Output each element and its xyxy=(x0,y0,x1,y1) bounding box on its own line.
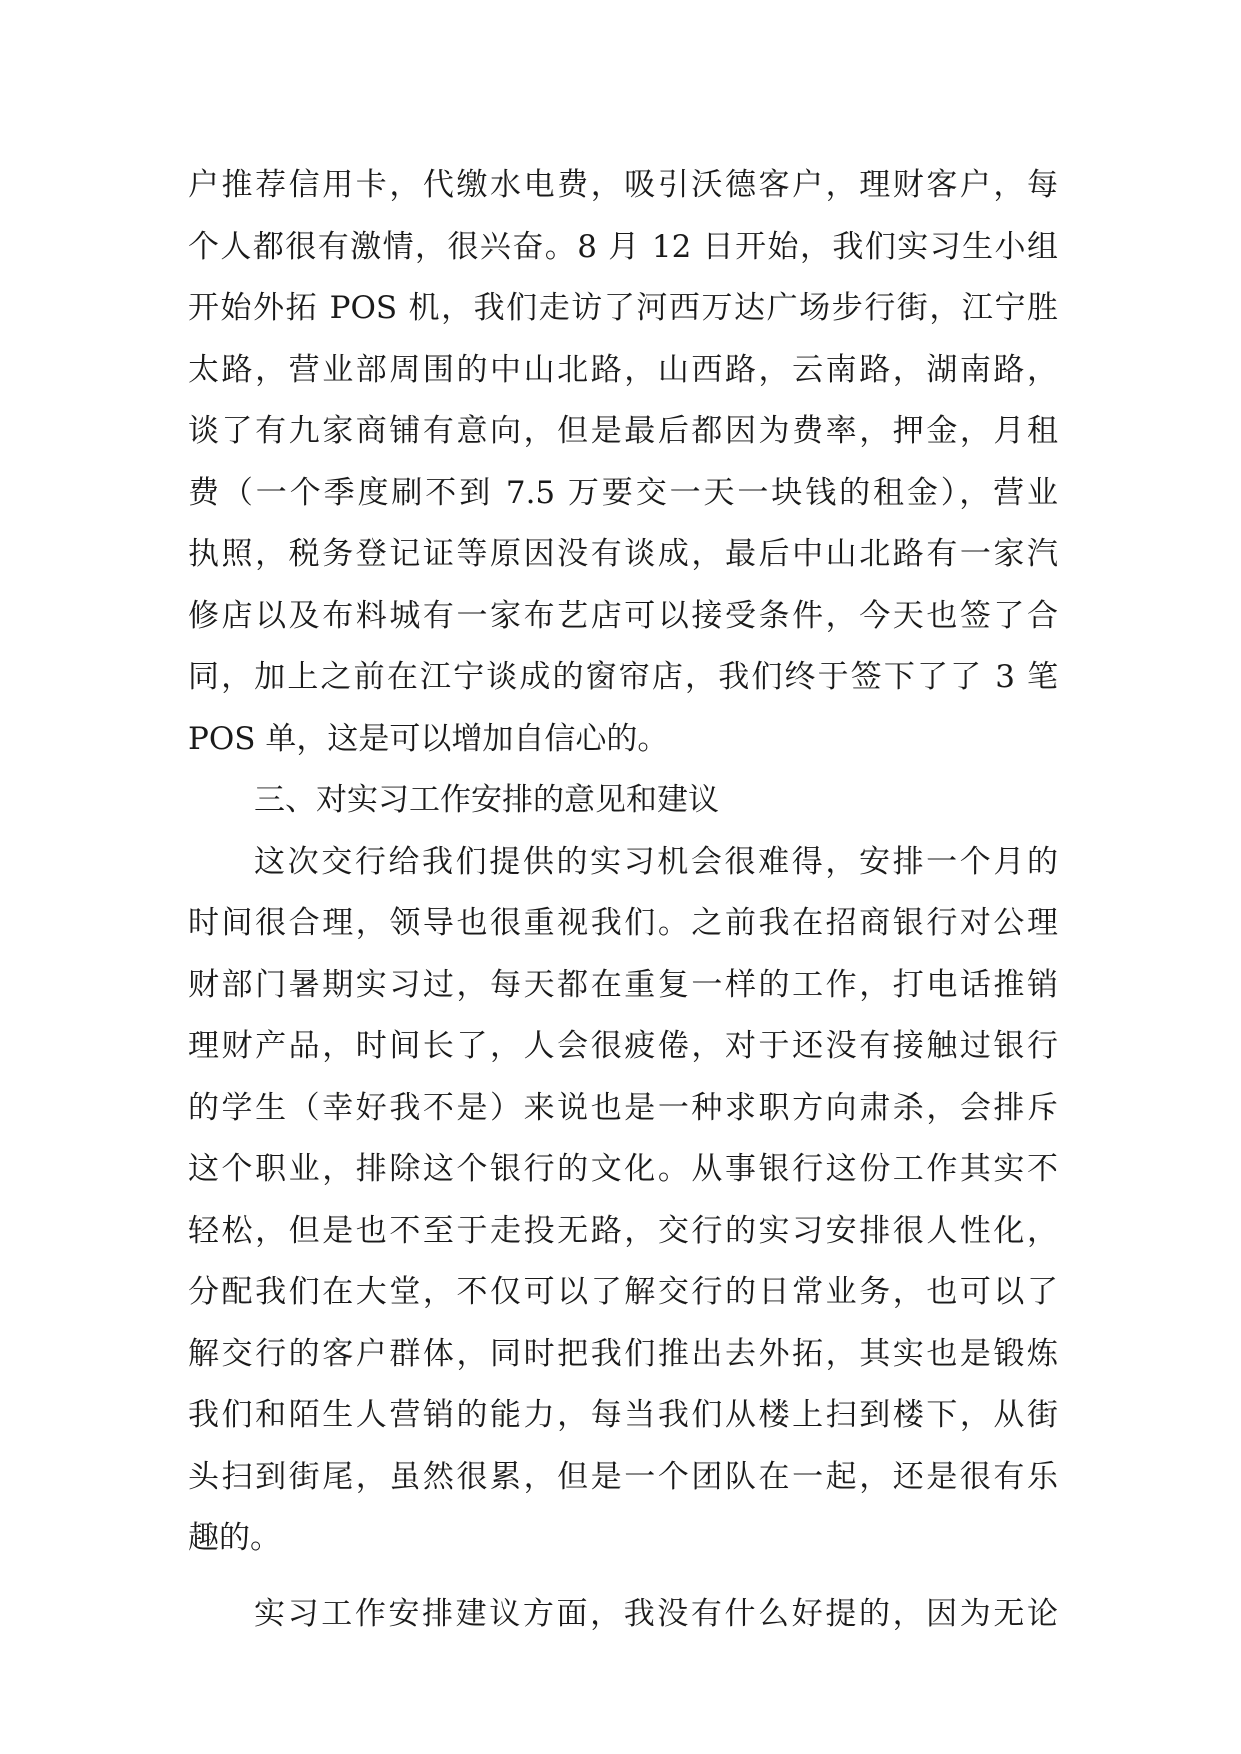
text-line: POS 单，这是可以增加自信心的。 xyxy=(188,720,669,757)
document-body xyxy=(188,155,1058,1645)
text-line: 修店以及布料城有一家布艺店可以接受条件，今天也签了合 xyxy=(188,597,1058,634)
text-line: 轻松，但是也不至于走投无路，交行的实习安排很人性化， xyxy=(188,1212,1058,1249)
text-line: 个人都很有激情，很兴奋。8 月 12 日开始，我们实习生小组 xyxy=(188,228,1058,265)
text-line: 这个职业，排除这个银行的文化。从事银行这份工作其实不 xyxy=(188,1151,1058,1187)
text-line: 户推荐信用卡，代缴水电费，吸引沃德客户，理财客户，每 xyxy=(188,167,1058,203)
text-line: 分配我们在大堂，不仅可以了解交行的日常业务，也可以了 xyxy=(188,1274,1058,1310)
text-line: 同，加上之前在江宁谈成的窗帘店，我们终于签下了了 3 笔 xyxy=(188,659,1058,695)
text-line: 这次交行给我们提供的实习机会很难得，安排一个月的 xyxy=(254,843,1058,880)
text-line: 我们和陌生人营销的能力，每当我们从楼上扫到楼下，从街 xyxy=(188,1397,1058,1433)
text-line: 谈了有九家商铺有意向，但是最后都因为费率，押金，月租 xyxy=(188,413,1058,449)
text-line: 执照，税务登记证等原因没有谈成，最后中山北路有一家汽 xyxy=(188,536,1058,572)
text-line: 太路，营业部周围的中山北路，山西路，云南路，湖南路， xyxy=(188,351,1058,388)
paragraph-gap xyxy=(188,1570,1058,1584)
section-heading: 三、对实习工作安排的意见和建议 xyxy=(254,782,719,818)
text-line: 头扫到街尾，虽然很累，但是一个团队在一起，还是很有乐 xyxy=(188,1458,1058,1495)
text-line: 实习工作安排建议方面，我没有什么好提的，因为无论 xyxy=(254,1595,1058,1632)
text-line: 开始外拓 POS 机，我们走访了河西万达广场步行街，江宁胜 xyxy=(188,290,1058,326)
text-line: 费（一个季度刷不到 7.5 万要交一天一块钱的租金），营业 xyxy=(188,474,1058,511)
text-line: 财部门暑期实习过，每天都在重复一样的工作，打电话推销 xyxy=(188,966,1058,1003)
text-line: 趣的。 xyxy=(188,1520,281,1556)
text-line: 的学生（幸好我不是）来说也是一种求职方向肃杀，会排斥 xyxy=(188,1089,1058,1126)
text-line: 解交行的客户群体，同时把我们推出去外拓，其实也是锻炼 xyxy=(188,1335,1058,1372)
text-line: 时间很合理，领导也很重视我们。之前我在招商银行对公理 xyxy=(188,905,1058,941)
text-line: 理财产品，时间长了，人会很疲倦，对于还没有接触过银行 xyxy=(188,1028,1058,1064)
